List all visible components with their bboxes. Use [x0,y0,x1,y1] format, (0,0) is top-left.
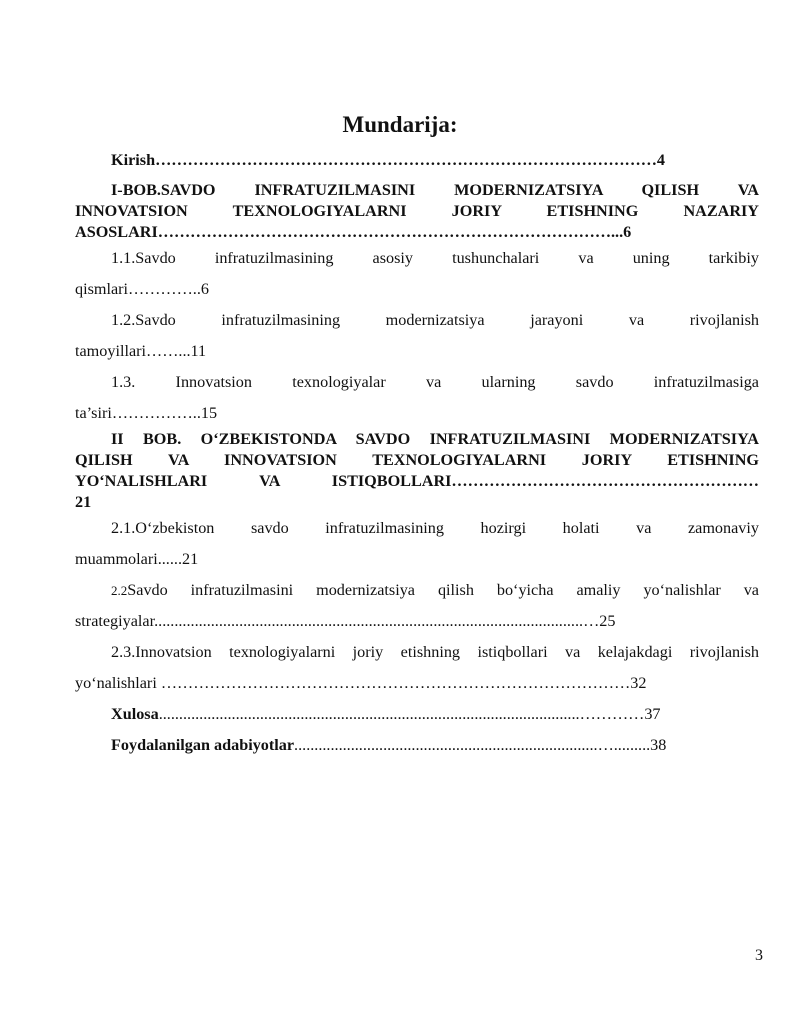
toc-entry-1-3 [75,367,759,429]
toc-entry-1-1 [75,243,759,305]
toc-line: 2.3.Innovatsion texnologiyalarni joriy etishning istiqbollari va kelajakdagi rivojlanish [111,643,759,661]
toc-line-text: Savdo infratuzilmasini modernizatsiya qilish bo‘yicha amaliy yo‘nalishlar va [127,581,759,599]
toc-line: ta’siri……………..15 [75,404,218,422]
toc-line: strategiyalar..........................................................................................................…25 [75,612,616,630]
section-number: 2.2 [111,583,128,598]
toc-line: tamoyillari……...11 [75,342,207,360]
toc-entry-2-1 [75,513,759,575]
toc-line: QILISH VA INNOVATSION TEXNOLOGIYALARNI JORIY ETISHNING [75,451,759,469]
page-title: Mundarija: [342,112,458,137]
toc-leader: ........................................................................................................…………37 [158,705,661,723]
toc-line: 1.2.Savdo infratuzilmasining modernizatsiya jarayoni va rivojlanish [111,311,759,329]
page-number: 3 [755,947,763,964]
toc-entry-bob1 [75,180,759,243]
toc-line: INNOVATSION TEXNOLOGIYALARNI JORIY ETISHNING NAZARIY [75,202,759,220]
toc-line: YO‘NALISHLARI VA ISTIQBOLLARI………………………………………………… [75,472,759,490]
toc-entry-1-2 [75,305,759,367]
toc-entry-label: Foydalanilgan adabiyotlar [111,736,295,754]
toc-entry-text: Kirish…………………………………………………………………………………4 [111,151,665,169]
toc-entry-adabiyotlar [75,730,759,761]
toc-leader: ...........................................................................….........38 [294,736,667,754]
toc-entry-xulosa [75,699,759,730]
toc-line: I-BOB.SAVDO INFRATUZILMASINI MODERNIZATSIYA QILISH VA [111,181,759,199]
table-of-contents [75,150,759,761]
toc-entry-2-2 [75,575,759,637]
toc-entry-2-3 [75,637,759,699]
toc-line [75,575,759,606]
toc-line: 1.1.Savdo infratuzilmasining asosiy tushunchalari va uning tarkibiy [111,249,759,267]
toc-line: ASOSLARI…………………………………………………………………………...6 [75,223,632,241]
toc-entry-label: Xulosa [111,705,159,723]
toc-entry-kirish [75,150,759,180]
toc-line: muammolari......21 [75,550,199,568]
toc-line: 21 [75,493,92,511]
toc-line: 2.1.O‘zbekiston savdo infratuzilmasining hozirgi holati va zamonaviy [111,519,759,537]
toc-line: qismlari…………..6 [75,280,209,298]
toc-line: 1.3. Innovatsion texnologiyalar va ularning savdo infratuzilmasiga [111,373,759,391]
toc-entry-bob2 [75,429,759,513]
toc-line: yo‘nalishlari ……………………………………………………………………………32 [75,674,647,692]
toc-line: II BOB. O‘ZBEKISTONDA SAVDO INFRATUZILMASINI MODERNIZATSIYA [111,430,759,448]
